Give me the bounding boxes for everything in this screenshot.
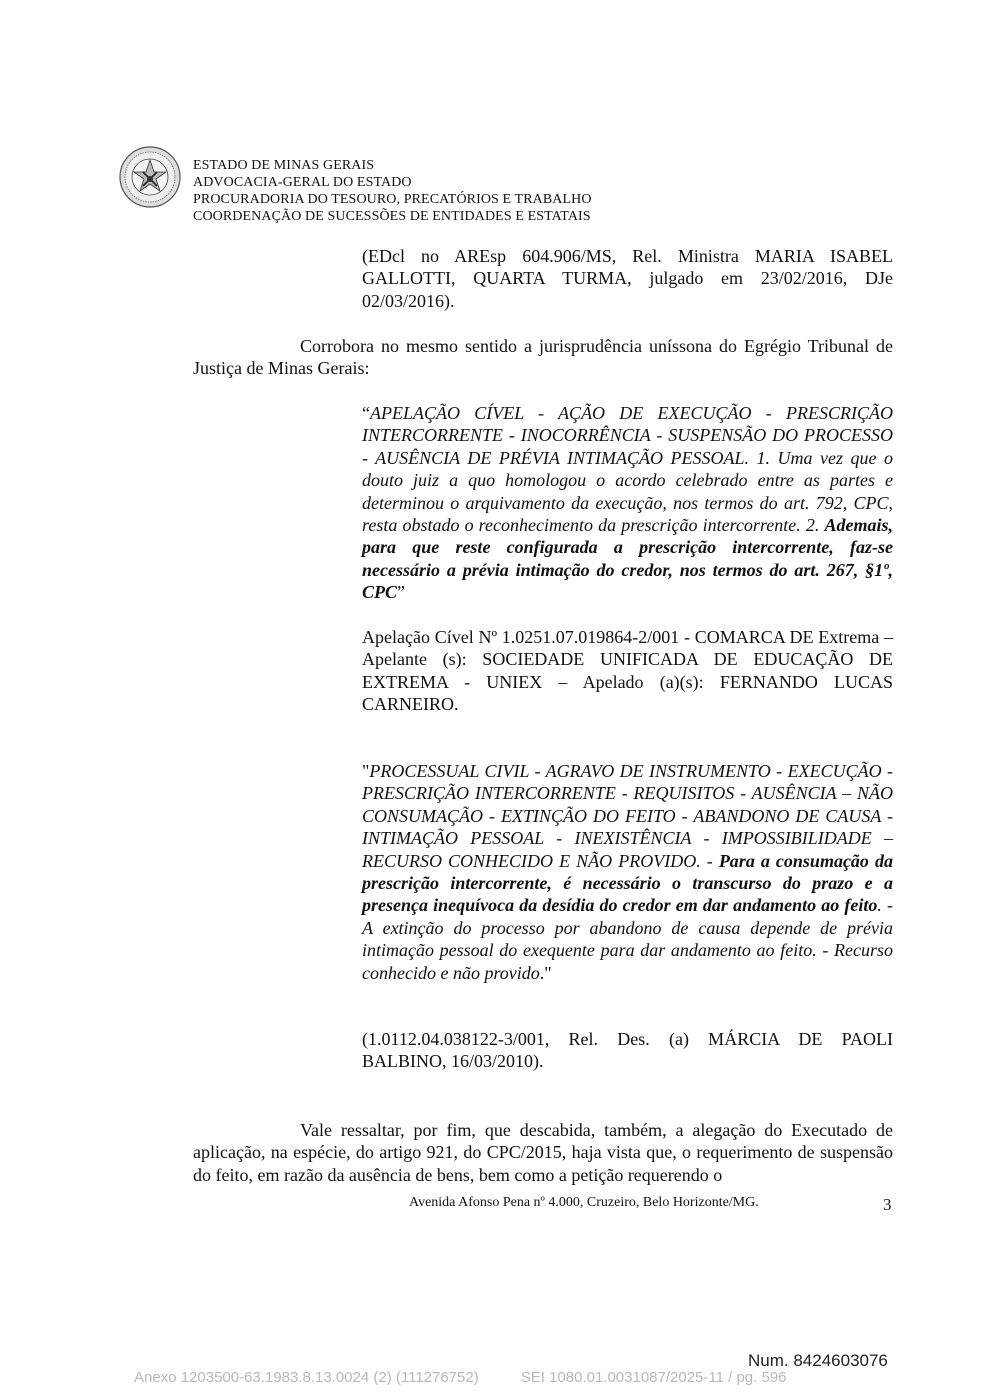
- letterhead-line-coordination: COORDENAÇÃO DE SUCESSÕES DE ENTIDADES E ESTATAIS: [193, 209, 591, 224]
- citation-marcia: [362, 1028, 893, 1073]
- citation-marcia-text: (1.0112.04.038122-3/001, Rel. Des. (a) MÁRCIA DE PAOLI BALBINO, 16/03/2010).: [362, 1029, 893, 1072]
- quote1-close-mark: ”: [397, 582, 406, 603]
- quote-block-1: [362, 402, 893, 604]
- letterhead-line-agency: ADVOCACIA-GERAL DO ESTADO: [193, 175, 412, 190]
- letterhead: [193, 157, 592, 225]
- letterhead-line-state: ESTADO DE MINAS GERAIS: [193, 158, 375, 173]
- quote2-bold-text: Para a consumação da prescrição intercorrente, é necessário o transcurso do prazo e a presença inequívoca da desídia do credor em dar andamento ao feito: [362, 850, 893, 916]
- citation-apelacao: [362, 626, 893, 716]
- body-paragraph-2: Vale ressaltar, por fim, que descabida, também, a alegação do Executado de aplicação, na espécie, do artigo 921, do CPC/2015, haja vista que, o requerimento de suspensão do feito, em razão da ausência de bens, bem como a petição requerendo o: [193, 1120, 893, 1185]
- quote2-close-mark: .": [539, 962, 552, 983]
- citation-edcl-text: (EDcl no AREsp 604.906/MS, Rel. Ministra MARIA ISABEL GALLOTTI, QUARTA TURMA, julgado em 23/02/2016, DJe 02/03/2016).: [362, 246, 893, 311]
- annex-stamp: [134, 1369, 787, 1386]
- citation-edcl: [362, 245, 893, 312]
- quote1-bold-text: Ademais, para que reste configurada a prescrição intercorrente, faz-se necessário a prévia intimação do credor, nos termos do art. 267, §1º, CPC: [362, 515, 893, 603]
- quote1-italic-text: APELAÇÃO CÍVEL - AÇÃO DE EXECUÇÃO - PRESCRIÇÃO INTERCORRENTE - INOCORRÊNCIA - SUSPENSÃO DO PROCESSO - AUSÊNCIA DE PRÉVIA INTIMAÇÃO PESSOAL. 1. Uma vez que o douto juiz a quo homologou o acordo celebrado entre as partes e determinou o arquivamento da execução, nos termos do art. 792, CPC, resta obstado o reconhecimento da prescrição intercorrente. 2.: [362, 403, 893, 536]
- sei-reference: SEI 1080.01.0031087/2025-11 / pg. 596: [520, 1369, 787, 1386]
- citation-apelacao-text: Apelação Cível Nº 1.0251.07.019864-2/001 - COMARCA DE Extrema – Apelante (s): SOCIEDADE UNIFICADA DE EDUCAÇÃO DE EXTREMA - UNIEX – Apelado (a)(s): FERNANDO LUCAS CARNEIRO.: [362, 627, 893, 715]
- quote2-italic-end: . -A extinção do processo por abandono de causa depende de prévia intimação pessoal do exequente para dar andamento ao feito. - Recurso conhecido e não provido: [362, 895, 893, 983]
- state-seal-emblem: [119, 146, 181, 208]
- letterhead-line-office: PROCURADORIA DO TESOURO, PRECATÓRIOS E TRABALHO: [193, 192, 592, 207]
- page-number: 3: [883, 1195, 892, 1214]
- quote2-italic-start: PROCESSUAL CIVIL - AGRAVO DE INSTRUMENTO - EXECUÇÃO - PRESCRIÇÃO INTERCORRENTE - REQUISITOS - AUSÊNCIA – NÃO CONSUMAÇÃO - EXTINÇÃO DO FEITO - ABANDONO DE CAUSA - INTIMAÇÃO PESSOAL - INEXISTÊNCIA - IMPOSSIBILIDADE – RECURSO CONHECIDO E NÃO PROVIDO. -: [362, 761, 893, 871]
- quote1-open-mark: “: [362, 403, 370, 423]
- quote2-open-mark: ": [362, 761, 370, 781]
- annex-reference: Anexo 1203500-63.1983.8.13.0024 (2) (111276752): [134, 1369, 479, 1386]
- body-paragraph-1: Corrobora no mesmo sentido a jurisprudência uníssona do Egrégio Tribunal de Justiça de Minas Gerais:: [193, 336, 893, 379]
- quote-block-2: [362, 760, 893, 984]
- document-number-stamp: Num. 8424603076: [748, 1351, 888, 1370]
- footer-address: Avenida Afonso Pena nº 4.000, Cruzeiro, Belo Horizonte/MG.: [409, 1195, 759, 1210]
